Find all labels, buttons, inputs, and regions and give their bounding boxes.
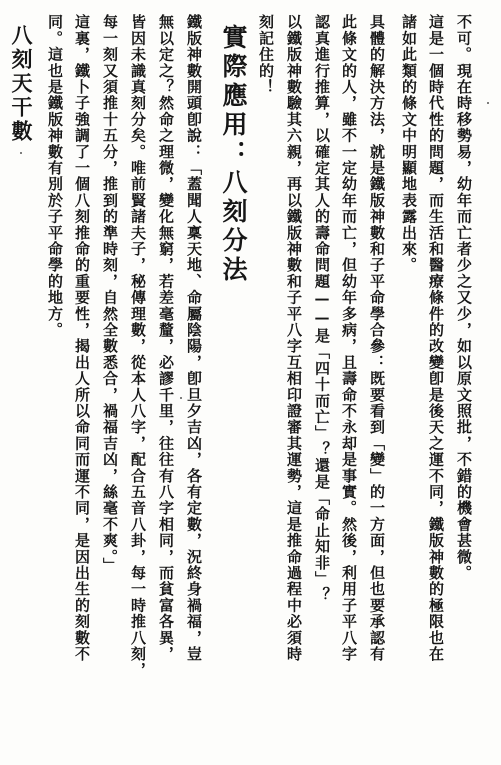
text-column: 不可。現在時移勢易，幼年而亡者少之又少，如以原文照批，不錯的機會甚微。 (455, 14, 473, 581)
text-column: 皆因未識真刻分矣。唯前賢諸夫子，秘傳理數，從本人八字，配合五音八卦，每一時推八刻， (129, 14, 147, 679)
text-column: 此條文的人，雖不一定幼年而亡，但幼年多病，且壽命不永却是事實。然後，利用子平八字 (340, 14, 358, 662)
text-column: 認真進行推算，以確定其人的壽命問題——是「四十而亡」？還是「命止知非」？ (313, 14, 331, 604)
text-column: 具體的解決方法，就是鐵版神數和子平命學合參：既要看到「變」的一方面，但也要承認有 (368, 14, 386, 662)
text-column: 這裏，鐵卜子強調了一個八刻推命的重要性，揭出人所以命同而運不同，是因出生的刻數不 (73, 14, 91, 662)
text-column: 這是一個時代性的問題，而生活和醫療條件的改變卽是後天之運不同，鐵版神數的極限也在 (427, 14, 445, 662)
text-column: 無以定之？然命之理微，變化無窮，若差毫釐，必謬千里，往往有八字相同，而貧富各異， (157, 14, 175, 662)
text-column: 每一刻又須推十五分，推到的準時刻，自然全數悉合，禍福吉凶，絲毫不爽。」 (101, 14, 119, 574)
section-heading: 實際應用：八刻分法 (219, 24, 248, 285)
text-column: 鐵版神數開頭卽說：「蓋聞人稟天地、命屬陰陽，卽旦夕吉凶，各有定數，況終身禍福，豈 (185, 14, 203, 662)
running-head: 八刻天干數 (9, 24, 33, 144)
scan-speck (487, 102, 489, 104)
scan-speck (180, 397, 182, 399)
text-column: 諸如此類的條文中明顯地表露出來。 (400, 14, 418, 274)
scan-speck (20, 152, 22, 154)
text-column: 同。這也是鐵版神數有別於子平命學的地方。 (46, 14, 64, 338)
text-column: 刻記住的！ (257, 14, 275, 95)
text-column: 以鐵版神數驗其六親，再以鐵版神數和子平八字互相印證審其運勢，這是推命過程中必須時 (285, 14, 303, 662)
